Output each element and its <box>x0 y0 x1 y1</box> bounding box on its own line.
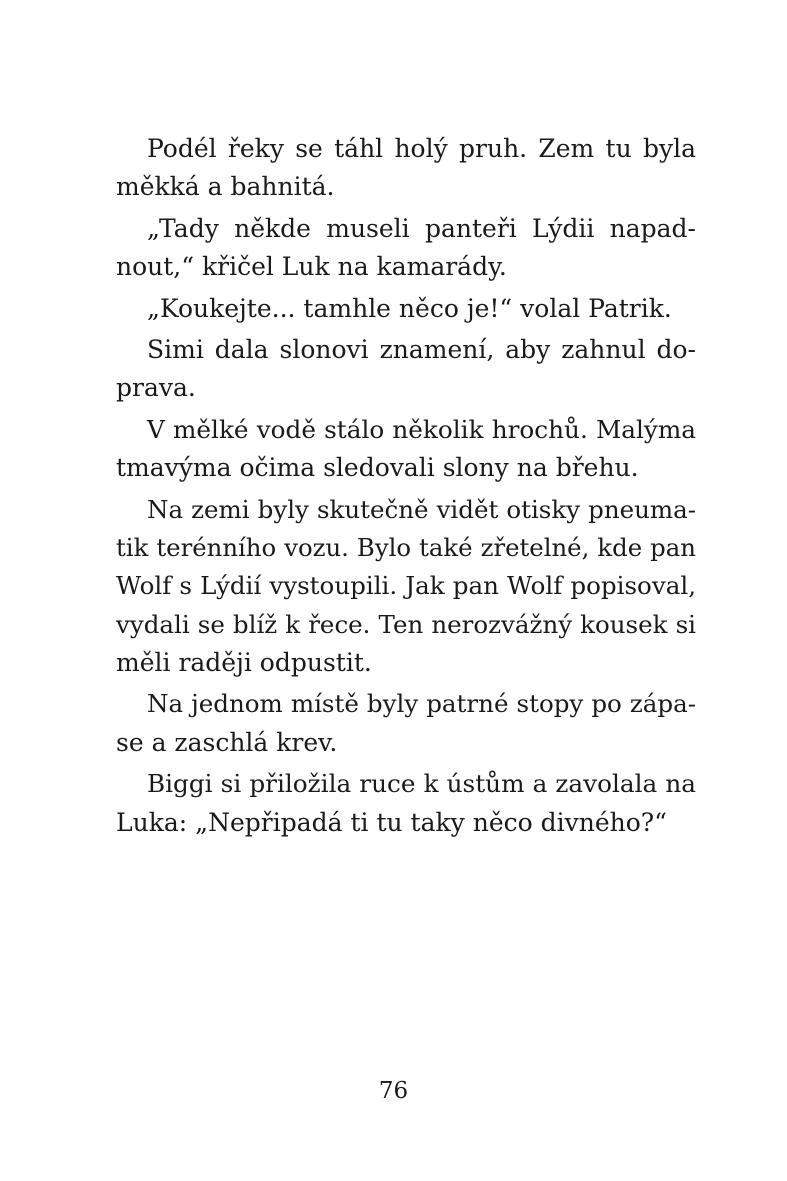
text-line: Simi dala slonovi znamení, aby zahnul do- <box>147 334 696 364</box>
text-line: se a zaschlá krev. <box>116 727 338 757</box>
text-line: nout,“ křičel Luk na kamarády. <box>116 252 507 282</box>
text-line: Na jednom místě byly patrné stopy po zápa- <box>147 689 696 719</box>
text-line: „Tady někde museli panteři Lýdii napad- <box>147 213 696 243</box>
text-line: prava. <box>116 373 196 403</box>
text-line: Na zemi byly skutečně vidět otisky pneuma- <box>147 494 696 524</box>
text-line: Luka: „Nepřipadá ti tu taky něco divného?“ <box>116 807 667 837</box>
page-number: 76 <box>378 1078 409 1104</box>
text-line: tik terénního vozu. Bylo také zřetelné, kde pan <box>116 532 696 562</box>
text-line: Podél řeky se táhl holý pruh. Zem tu byla <box>147 134 696 163</box>
text-line: „Koukejte... tamhle něco je!“ volal Patrik. <box>147 293 672 323</box>
body-text <box>116 130 696 842</box>
text-line: Biggi si přiložila ruce k ústům a zavolala na <box>147 769 696 799</box>
text-line: Wolf s Lýdií vystoupili. Jak pan Wolf popisoval, <box>116 571 696 601</box>
text-line: vydali se blíž k řece. Ten nerozvážný kousek si <box>116 609 696 639</box>
text-line: tmavýma očima sledovali slony na břehu. <box>116 453 639 483</box>
text-line: měli raději odpustit. <box>116 648 372 678</box>
text-line: měkká a bahnitá. <box>116 172 335 202</box>
text-line: V mělké vodě stálo několik hrochů. Malýma <box>147 414 696 444</box>
